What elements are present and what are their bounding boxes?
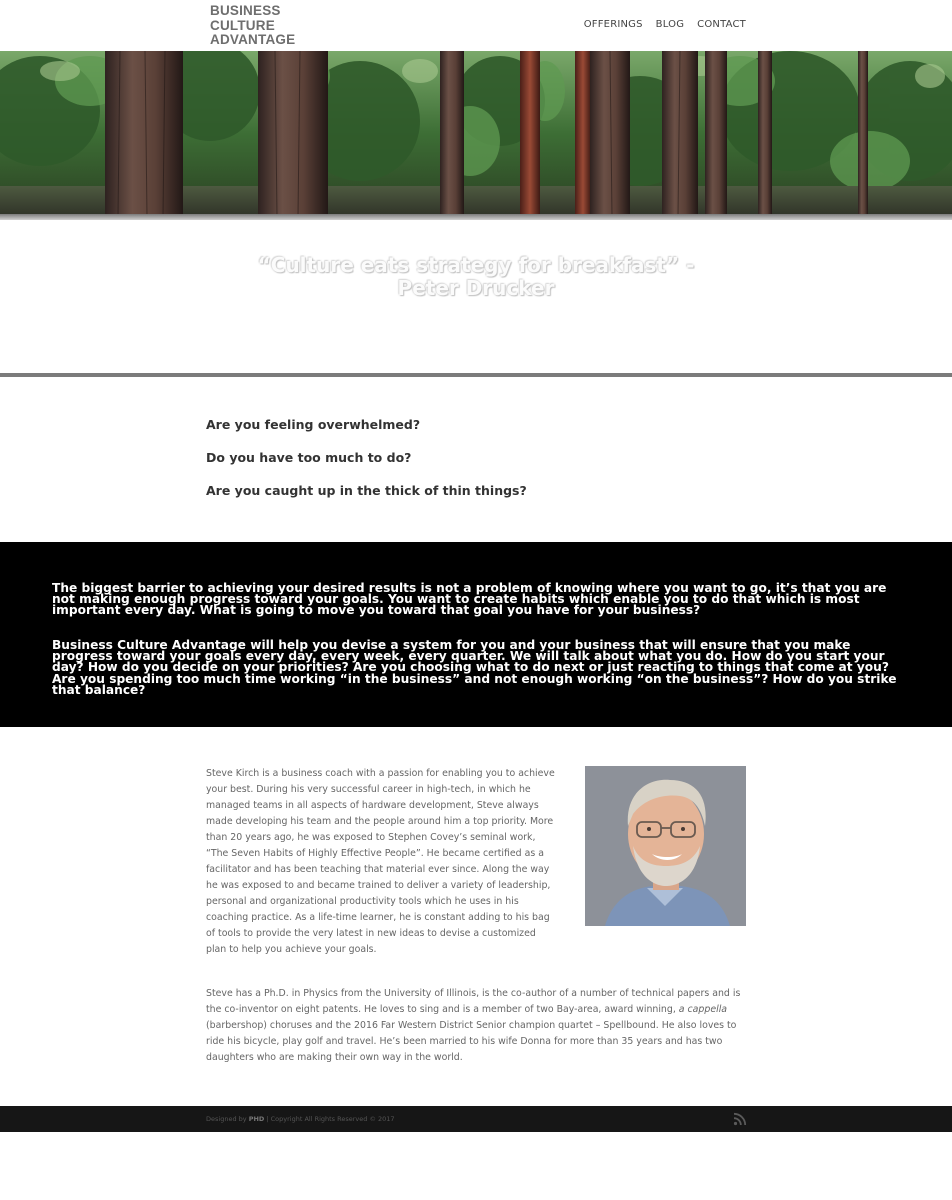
footer-credits [206,1115,395,1123]
bio-paragraph-2 [206,986,746,1066]
question-1: Are you feeling overwhelmed? [206,417,421,432]
bio-paragraph-1: Steve Kirch is a business coach with a passion for enabling you to achieve your best. During his very successful career in high-tech, in which he managed teams in all aspects of hardware development, Steve always made developing his team and the people around him a top priority. More than 20 years ago, he was exposed to Stephen Covey’s seminal work, “The Seven Habits of Highly Effective People”. He became certified as a facilitator and has been teaching that material ever since. Along the way he was exposed to and became trained to deliver a variety of leadership, personal and organizational productivity tools which he uses in his coaching practice. As a life-time learner, he is constant adding to his bag of tools to provide the very latest in new ideas to devise a customized plan to help you achieve your goals. [206,768,555,955]
footer-designed-by: Designed by [206,1115,249,1123]
bio-paragraph-2-end: (barbershop) choruses and the 2016 Far Western District Senior champion quartet – Spellbound. He also loves to ride his bicycle, play golf and travel. He’s been married to his wife Donna for more than 35 years and has two daughters who are making their own way in the world. [206,1020,737,1063]
nav-offerings[interactable]: OFFERINGS [583,19,643,30]
hero-forest-image [0,51,952,216]
questions-section [206,417,527,516]
portrait-illustration [585,766,746,926]
footer-designer-link[interactable]: PHD [248,1115,265,1123]
steve-kirch-photo [585,766,746,926]
question-2: Do you have too much to do? [206,450,412,465]
main-nav [584,19,746,30]
bio-paragraph-2-emphasis: a cappella [678,1004,728,1015]
nav-blog[interactable]: BLOG [655,19,685,30]
site-header [0,0,952,51]
logo-line-3: ADVANTAGE [210,32,296,47]
question-3: Are you caught up in the thick of thin things? [206,483,527,498]
quote-section [0,220,952,373]
forest-illustration [0,51,952,216]
rss-icon[interactable] [733,1112,747,1126]
value-proposition-band [0,542,952,727]
band-paragraph-2: Business Culture Advantage will help you devise a system for you and your business that will ensure that you make progress toward your goals every day, every week, every quarter. We will talk about what you do. How do you start your day? How do you decide on your priorities? Are you choosing what to do next or just reacting to things that come at you? Are you spending too much time working “in the business” and not enough working “on the business”? How do you strike that balance? [52,638,897,697]
site-logo[interactable] [210,4,295,48]
site-footer [0,1106,952,1132]
bio-paragraph-2-start: Steve has a Ph.D. in Physics from the University of Illinois, is the co-author of a number of technical papers and is the co-inventor on eight patents. He loves to sing and is a member of two Bay-area, award winning, [206,988,741,1015]
nav-contact[interactable]: CONTACT [697,19,746,30]
hero-quote: “Culture eats strategy for breakfast” - Peter Drucker [257,253,695,300]
logo-line-2: CULTURE [210,17,275,33]
quote-divider [0,373,952,377]
logo-line-1: BUSINESS [210,3,281,18]
footer-copyright: | Copyright All Rights Reserved © 2017 [264,1115,395,1123]
band-paragraph-1: The biggest barrier to achieving your desired results is not a problem of knowing where you want to go, it’s that you are not making enough progress toward your goals. You want to create habits which enable you to do that which is most important every day. What is going to move you toward that goal you have for your business? [52,581,887,618]
